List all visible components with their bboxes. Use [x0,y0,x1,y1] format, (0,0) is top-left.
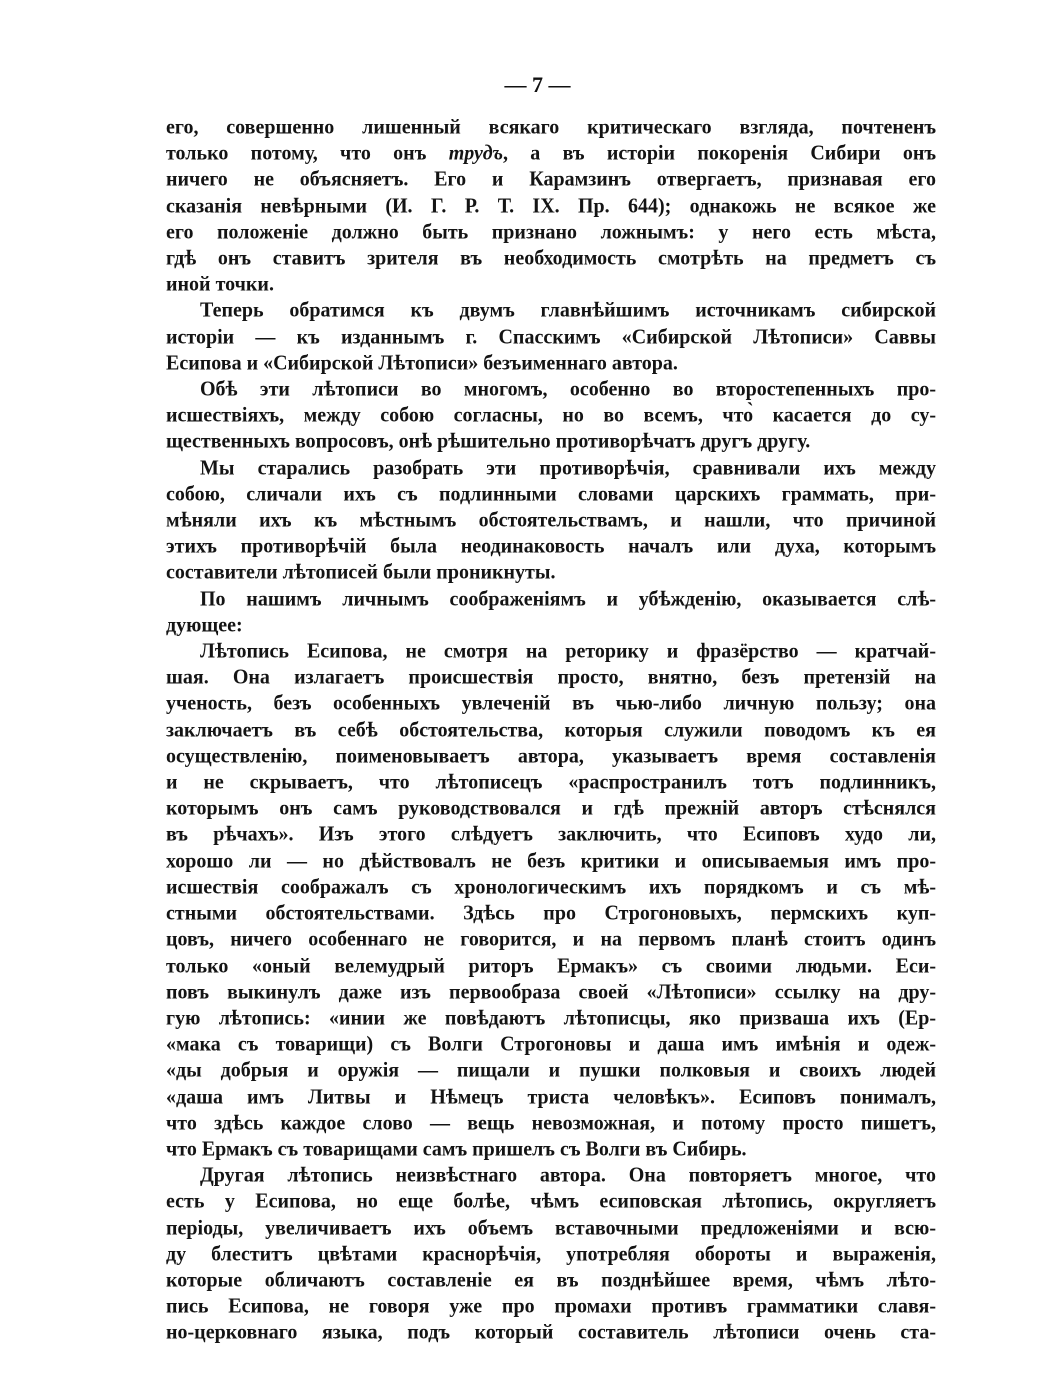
text-line: Обѣ эти лѣтописи во многомъ, особенно во второстепенныхъ про- [200,377,936,401]
text-line: щественныхъ вопросовъ, онѣ рѣшительно противорѣчатъ другъ другу. [166,429,811,454]
paragraph [166,586,936,638]
text-line: и не скрываетъ, что лѣтописецъ «распространилъ тотъ подлинникъ, [166,770,936,794]
text-line: составители лѣтописей были проникнуты. [166,560,556,585]
paragraph [166,638,936,1162]
text-line: осуществленію, поименовываетъ автора, указываетъ время составленія [166,743,936,768]
text-line: ученость, безъ особенныхъ увлеченій въ чью-либо личную пользу; она [166,691,936,716]
page-number: — 7 — [504,72,571,97]
text-line: которымъ онъ самъ руководствовался и гдѣ прежній авторъ стѣснялся [166,796,936,821]
text-line: Лѣтопись Есипова, не смотря на реторику и фразёрство — кратчай- [200,639,936,663]
italic-word: трудъ [448,141,503,166]
text-line: что здѣсь каждое слово — вещь невозможная, и потому просто пишетъ, [166,1110,936,1135]
text-line: дующее: [166,612,243,637]
text-line: въ рѣчахъ». Изъ этого слѣдуетъ заключить, что Есиповъ худо ли, [166,822,936,847]
text-line: Теперь обратимся къ двумъ главнѣйшимъ источникамъ сибирской [200,298,936,323]
body-text [166,114,936,1346]
text-line: исторіи — къ изданнымъ г. Спасскимъ «Сибирской Лѣтописи» Саввы [166,324,936,349]
text-line: періоды, увеличиваетъ ихъ объемъ вставочными предложеніями и всю- [166,1215,936,1240]
text-line: «мака съ товарищи) съ Волги Строгоновы и даша имъ имѣнія и одеж- [166,1032,936,1056]
paragraph [166,1162,936,1345]
text-line: исшествіяхъ, между собою согласны, но во всемъ, что̀ касается до су- [166,403,936,428]
text-line: ду блеститъ цвѣтами краснорѣчія, употребляя обороты и выраженія, [166,1241,936,1266]
paragraph [166,114,936,297]
text-line: Есипова и «Сибирской Лѣтописи» безъименнаго автора. [166,350,678,375]
text-line: есть у Есипова, но еще болѣе, чѣмъ есиповская лѣтопись, округляетъ [166,1189,936,1214]
text-line: хорошо ли — но дѣйствовалъ не безъ критики и описываемыя имъ про- [166,848,936,873]
text-line: Мы старались разобрать эти противорѣчія, сравнивали ихъ между [200,455,936,480]
text-line: цовъ, ничего особеннаго не говорится, и на первомъ планѣ стоитъ одинъ [166,927,936,952]
text-line: повъ выкинулъ даже изъ первообраза своей «Лѣтописи» ссылку на дру- [166,979,936,1004]
text-line: собою, сличали ихъ съ подлинными словами царскихъ граммать, при- [166,481,936,506]
text-line: но-церковнаго языка, подъ который составитель лѣтописи очень ста- [166,1320,936,1345]
text-line: По нашимъ личнымъ соображеніямъ и убѣжденію, оказывается слѣ- [200,586,936,611]
text-line: этихъ противорѣчій была неодинаковость началъ или духа, которымъ [166,534,936,559]
text-line: «ды добрыя и оружія — пищали и пушки полковыя и своихъ людей [166,1058,936,1083]
text-line: которые обличаютъ составленіе ея въ позднѣйшее время, чѣмъ лѣто- [166,1268,936,1292]
text-line: заключаетъ въ себѣ обстоятельства, которыя служили поводомъ къ ея [166,717,936,742]
text-line: только «оный велемудрый риторъ Ермакъ» съ своими людьми. Еси- [166,953,936,978]
paragraph [166,376,936,455]
paragraph [166,297,936,376]
text-line: иной точки. [166,272,274,297]
text-line: ничего не объясняетъ. Его и Карамзинъ отвергаетъ, признавая его [166,167,936,192]
text-line: исшествія соображалъ съ хронологическимъ ихъ порядкомъ и съ мѣ- [166,875,936,899]
paragraph [166,455,936,586]
text-line: шая. Она излагаетъ происшествія просто, внятно, безъ претензій на [166,665,936,690]
text-line: гдѣ онъ ставитъ зрителя въ необходимость смотрѣть на предметъ съ [166,246,936,270]
text-line: гую лѣтопись: «инии же повѣдаютъ лѣтописцы, яко призваша ихъ (Ер- [166,1006,936,1030]
text-line: пись Есипова, не говоря уже про промахи противъ грамматики славя- [166,1294,936,1319]
text-line: «даша имъ Литвы и Нѣмецъ триста человѣкъ». Есиповъ понималъ, [166,1084,936,1109]
text-line: мѣняли ихъ къ мѣстнымъ обстоятельствамъ, и нашли, что причиной [166,508,936,532]
text-line: его положеніе должно быть признано ложнымъ: у него есть мѣста, [166,219,936,244]
text-line: сказанія невѣрными (И. Г. Р. Т. IX. Пр. 644); однакожь не всякое же [166,193,936,218]
text-line: что Ермакъ съ товарищами самъ пришелъ съ Волги въ Сибирь. [166,1137,747,1161]
text-line: стными обстоятельствами. Здѣсь про Строгоновыхъ, пермскихъ куп- [166,901,936,925]
text-line: его, совершенно лишенный всякаго критическаго взгляда, почтененъ [166,115,936,139]
text-line: только потому, что онъ трудъ, а въ исторіи покоренія Сибири онъ [166,141,936,166]
text-line: Другая лѣтопись неизвѣстнаго автора. Она повторяетъ многое, что [200,1163,936,1187]
